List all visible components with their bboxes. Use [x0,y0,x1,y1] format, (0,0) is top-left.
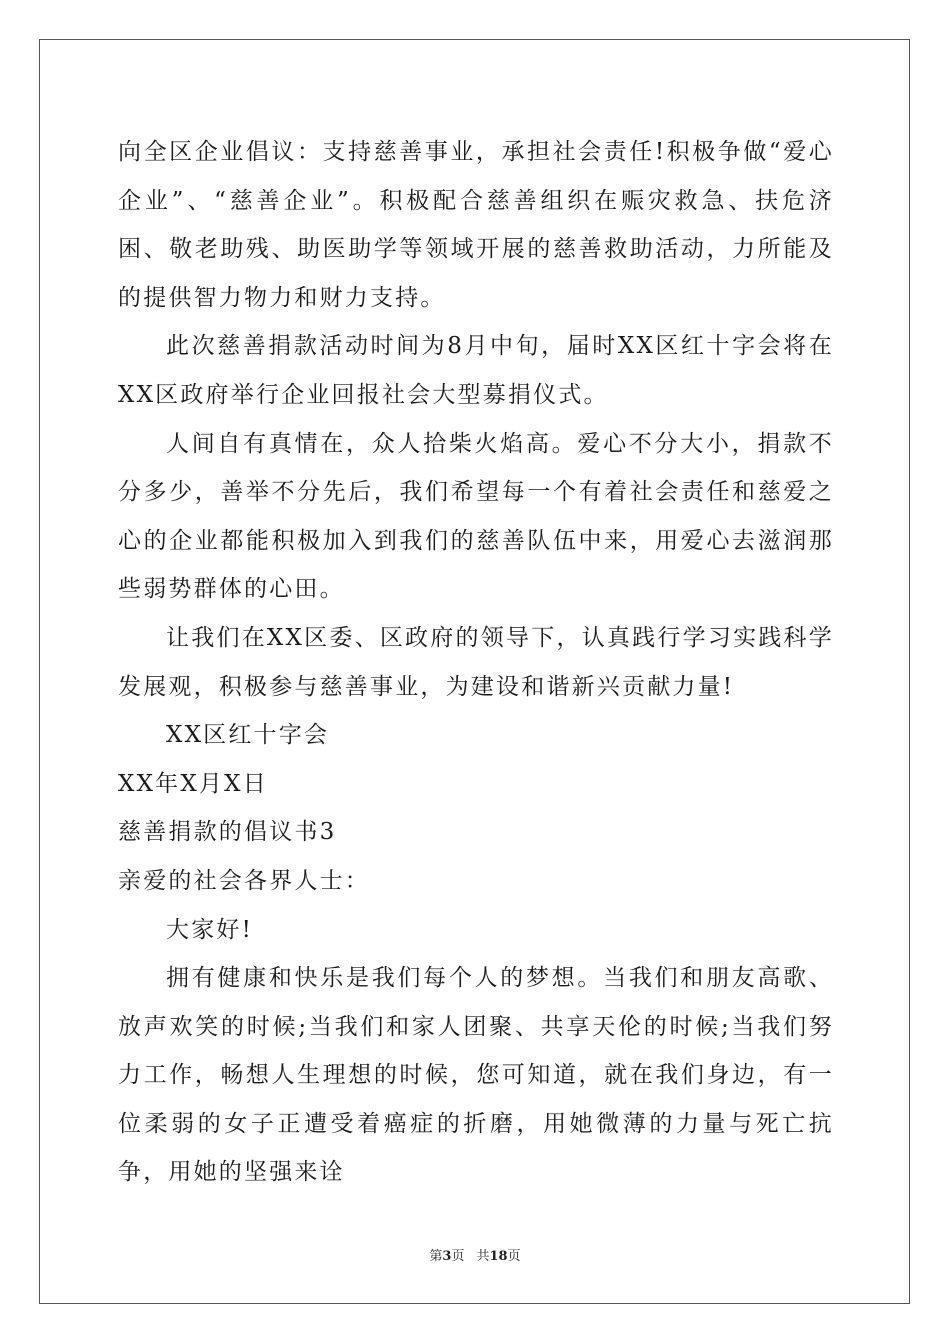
page-footer [0,1248,950,1266]
paragraph: XX年X月X日 [118,770,268,797]
paragraph: 人间自有真情在，众人拾柴火焰高。爱心不分大小，捐款不分多少，善举不分先后，我们希望每一个有着社会责任和慈爱之心的企业都能积极加入到我们的慈善队伍中来，用爱心去滋润那些弱势群体的心田。 [118,430,834,603]
total-prefix: 共 [476,1249,490,1264]
page-suffix: 页 [451,1249,465,1264]
paragraph: 亲爱的社会各界人士： [118,867,370,894]
paragraph: 让我们在XX区委、区政府的领导下，认真践行学习实践科学发展观，积极参与慈善事业，为建设和谐新兴贡献力量! [118,624,834,700]
total-suffix: 页 [507,1249,521,1264]
paragraph: 拥有健康和快乐是我们每个人的梦想。当我们和朋友高歌、放声欢笑的时候;当我们和家人团聚、共享天伦的时候;当我们努力工作，畅想人生理想的时候，您可知道，就在我们身边，有一位柔弱的女子正遭受着癌症的折磨，用她微薄的力量与死亡抗争，用她的坚强来诠 [118,965,834,1186]
paragraph: 向全区企业倡议：支持慈善事业，承担社会责任!积极争做“爱心企业”、“慈善企业”。积极配合慈善组织在赈灾救急、扶危济困、敬老助残、助医助学等领域开展的慈善救助活动，力所能及的提供智力物力和财力支持。 [118,139,834,311]
current-page-number: 3 [442,1249,452,1264]
page-prefix: 第 [429,1249,443,1264]
paragraph: XX区红十字会 [166,722,330,749]
document-body [118,128,834,1197]
paragraph: 大家好! [166,916,254,943]
paragraph: 此次慈善捐款活动时间为8月中旬，届时XX区红十字会将在XX区政府举行企业回报社会大型募捐仪式。 [118,333,835,408]
total-page-number: 18 [489,1249,508,1264]
paragraph: 慈善捐款的倡议书3 [118,819,337,846]
